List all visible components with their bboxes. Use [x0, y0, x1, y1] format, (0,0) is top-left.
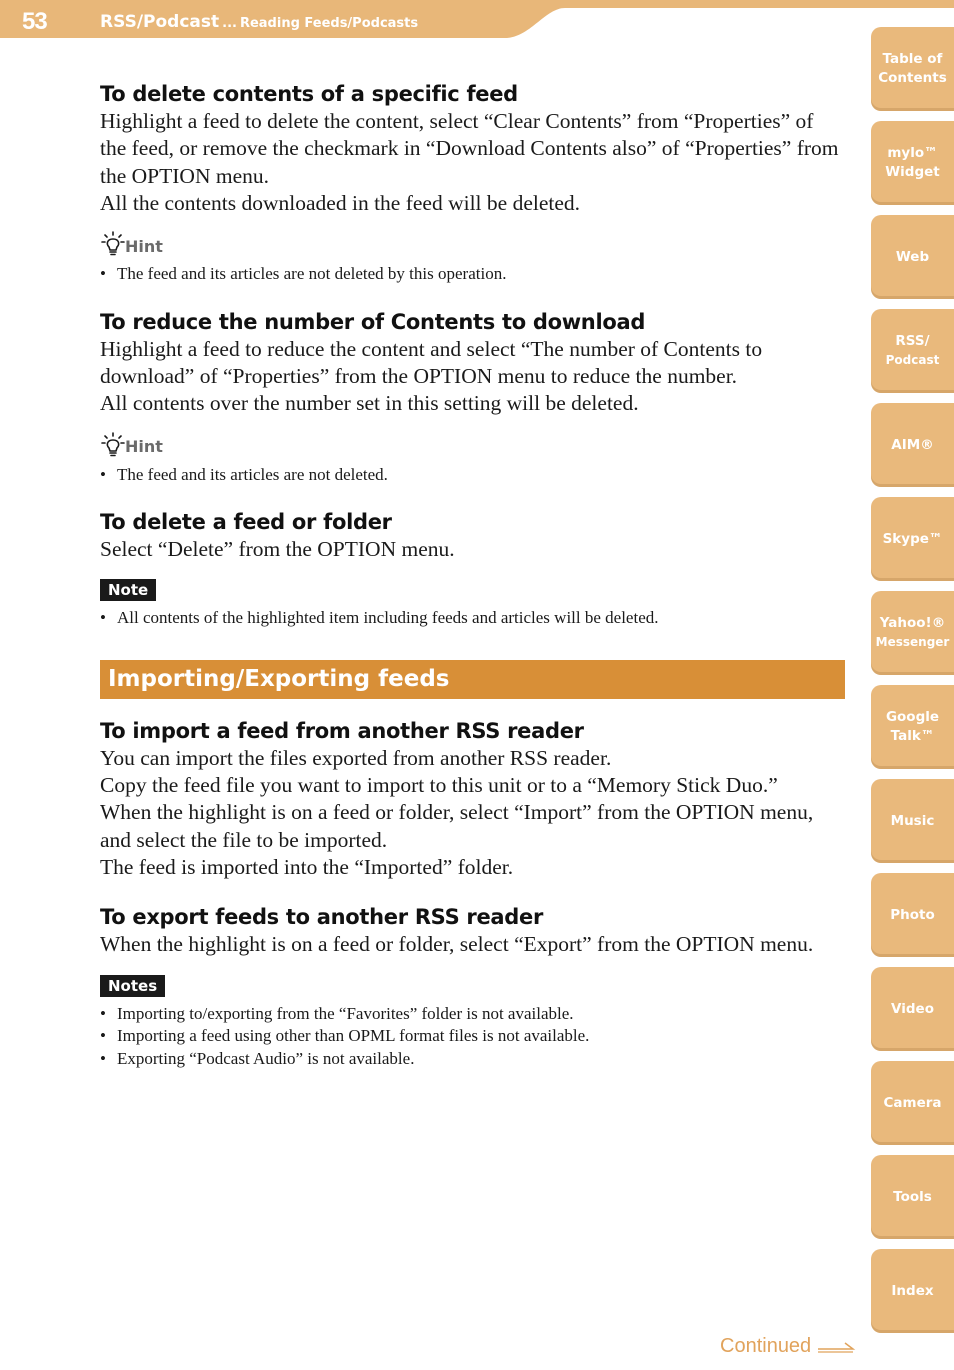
delete-contents-body-2: All the contents downloaded in the feed will be deleted. [100, 190, 581, 215]
tab-music[interactable] [871, 779, 954, 863]
tab-label: Index [891, 1282, 934, 1299]
tab-skype[interactable] [871, 497, 954, 581]
heading-delete-contents: To delete contents of a specific feed [100, 82, 518, 106]
delete-feed-body: Select “Delete” from the OPTION menu. [100, 537, 455, 562]
tab-mylo-widget[interactable] [871, 121, 954, 205]
tab-label: Google [885, 709, 940, 725]
tab-photo[interactable] [871, 873, 954, 957]
tab-label: Camera [883, 1094, 942, 1111]
reduce-number-body: Highlight a feed to reduce the content and select “The number of Contents to download” of “Properties” from the OPTION menu to reduce the number. [100, 336, 763, 388]
tab-label: mylo™ [887, 145, 938, 161]
breadcrumb-separator: ... [222, 16, 237, 31]
hint-list [100, 464, 845, 487]
tab-label: Messenger [875, 635, 950, 649]
heading-reduce-number: To reduce the number of Contents to download [100, 309, 646, 334]
heading-export-feeds: To export feeds to another RSS reader [100, 905, 544, 930]
continued-label: Continued [720, 1335, 812, 1357]
hint-header [100, 231, 845, 257]
continued-link[interactable] [720, 1335, 857, 1358]
import-line: Copy the feed file you want to import to this unit or to a “Memory Stick Duo.” [100, 773, 778, 798]
tab-yahoo-messenger[interactable] [871, 591, 954, 675]
reduce-number-body-2: All contents over the number set in this setting will be deleted. [100, 391, 639, 416]
tab-label: AIM® [891, 436, 934, 453]
tab-label: Skype™ [882, 530, 943, 547]
lightbulb-icon [100, 231, 126, 257]
lightbulb-icon [100, 432, 126, 458]
notes-badge: Notes [100, 975, 165, 997]
hint-header [100, 432, 845, 458]
section-title-bar: Importing/Exporting feeds [100, 660, 845, 699]
arrow-right-icon [817, 1340, 857, 1354]
heading-import-feed: To import a feed from another RSS reader [100, 718, 584, 743]
tab-label: Widget [885, 164, 940, 180]
tab-table-of-contents[interactable] [871, 27, 954, 111]
tab-label: Contents [878, 70, 947, 86]
import-line: When the highlight is on a feed or folder, select “Import” from the OPTION menu, and select the file to be imported. [100, 800, 814, 852]
tab-label: Video [891, 1000, 934, 1017]
tab-tools[interactable] [871, 1155, 954, 1239]
tab-camera[interactable] [871, 1061, 954, 1145]
delete-contents-body: Highlight a feed to delete the content, select “Clear Contents” from “Properties” of the feed, or remove the checkmark in “Download Contents also” of “Properties” from the OPTION menu. [100, 109, 839, 188]
tab-label: Web [895, 248, 930, 265]
list-item: • Importing a feed using other than OPML format files is not available. [100, 1025, 845, 1048]
list-item: • The feed and its articles are not deleted by this operation. [100, 263, 845, 286]
page-number: 53 [22, 8, 47, 35]
notes-list [100, 1003, 845, 1071]
heading-delete-feed: To delete a feed or folder [100, 510, 392, 535]
note-badge: Note [100, 579, 156, 601]
list-item: • Importing to/exporting from the “Favorites” folder is not available. [100, 1003, 845, 1026]
breadcrumb [100, 12, 418, 32]
tab-index[interactable] [871, 1249, 954, 1333]
import-line: You can import the files exported from another RSS reader. [100, 745, 612, 770]
tab-label: Tools [893, 1188, 932, 1205]
breadcrumb-section[interactable]: RSS/Podcast [100, 12, 220, 32]
tab-web[interactable] [871, 215, 954, 299]
tab-label: Yahoo!® [879, 615, 946, 631]
tab-video[interactable] [871, 967, 954, 1051]
page-header [0, 0, 954, 40]
tab-label: Talk™ [890, 728, 935, 744]
tab-rss-podcast[interactable] [871, 309, 954, 393]
breadcrumb-subsection[interactable]: Reading Feeds/Podcasts [239, 16, 419, 31]
list-item: • The feed and its articles are not deleted. [100, 464, 845, 487]
import-line: The feed is imported into the “Imported” folder. [100, 855, 514, 880]
hint-list [100, 263, 845, 286]
hint-label: Hint [125, 437, 163, 457]
tab-label: Table of [882, 51, 943, 67]
list-item: • All contents of the highlighted item including feeds and articles will be deleted. [100, 607, 845, 630]
tab-label: RSS/ [895, 333, 930, 349]
list-item: • Exporting “Podcast Audio” is not available. [100, 1048, 845, 1071]
hint-label: Hint [125, 236, 163, 256]
note-list [100, 607, 845, 630]
tab-google-talk[interactable] [871, 685, 954, 769]
tab-label: Photo [890, 906, 935, 923]
tab-aim[interactable] [871, 403, 954, 487]
tab-label: Music [890, 812, 935, 829]
main-content [100, 80, 845, 1070]
tab-label: Podcast [885, 353, 940, 367]
export-body: When the highlight is on a feed or folder, select “Export” from the OPTION menu. [100, 932, 814, 957]
